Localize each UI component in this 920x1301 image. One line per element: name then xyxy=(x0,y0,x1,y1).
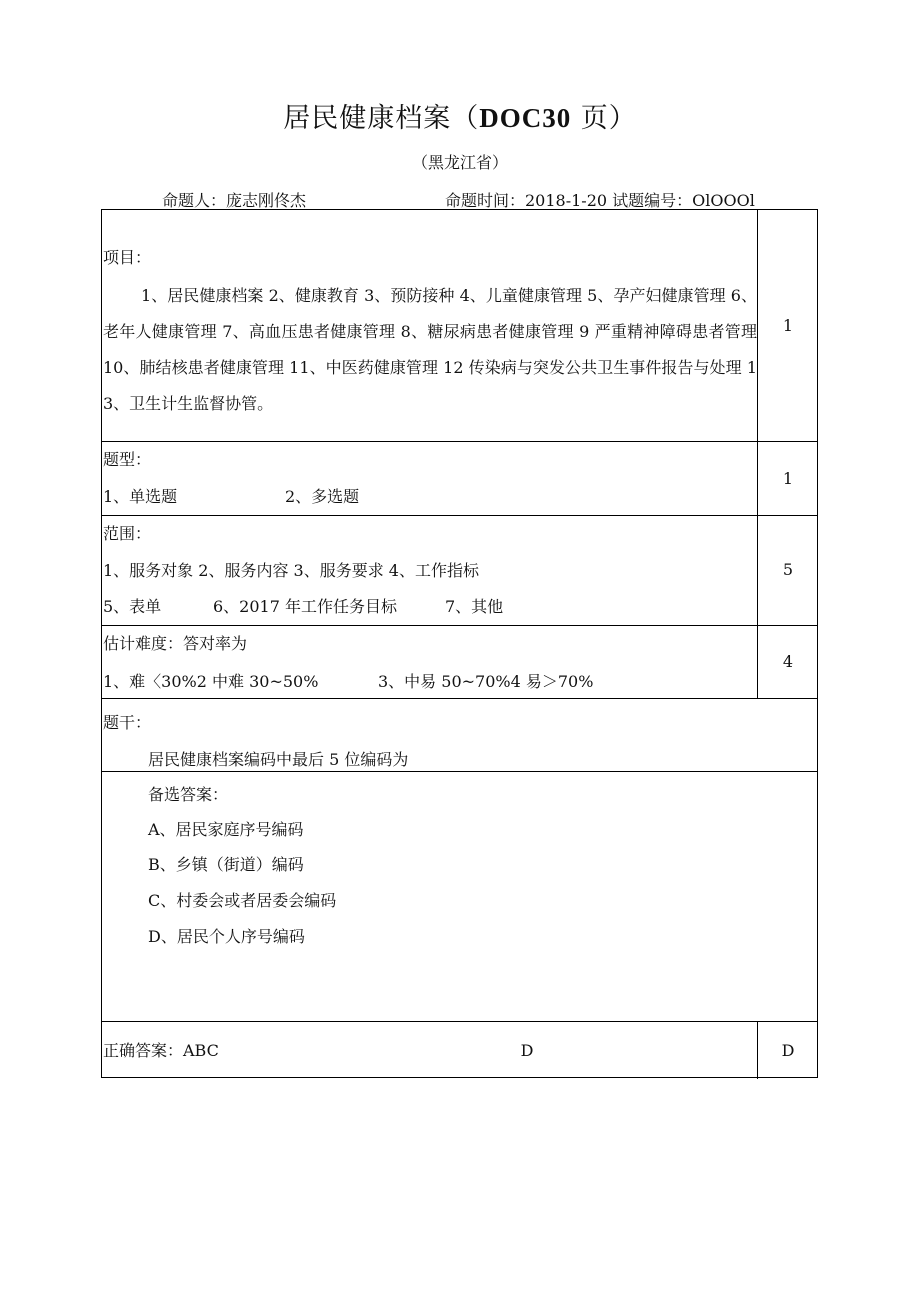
option-d: D、居民个人序号编码 xyxy=(148,927,305,946)
difficulty-levels-left: 1、难〈30%2 中难 30~50% xyxy=(103,672,319,691)
scope-item-6: 6、2017 年工作任务目标 xyxy=(213,597,397,616)
option-a: A、居民家庭序号编码 xyxy=(148,820,304,839)
type-value: 1 xyxy=(782,469,794,488)
row-divider xyxy=(102,771,817,772)
row-divider xyxy=(102,1021,817,1022)
row-divider xyxy=(102,441,817,442)
difficulty-value: 4 xyxy=(782,652,794,671)
type-option-multiple: 2、多选题 xyxy=(285,487,360,506)
row-divider xyxy=(102,625,817,626)
project-value: 1 xyxy=(782,316,794,335)
stem-label: 题干： xyxy=(103,713,152,732)
scope-item-5: 5、表单 xyxy=(103,597,162,616)
difficulty-levels-right: 3、中易 50~70%4 易＞70% xyxy=(378,672,594,691)
option-c: C、村委会或者居委会编码 xyxy=(148,891,337,910)
row-divider xyxy=(102,515,817,516)
project-label: 项目： xyxy=(103,248,152,267)
document-title: 居民健康档案（DOC30 页） xyxy=(283,103,637,134)
answer-value: D xyxy=(781,1041,795,1060)
row-divider xyxy=(102,698,817,699)
type-label: 题型： xyxy=(103,450,152,469)
option-b: B、乡镇（街道）编码 xyxy=(148,855,304,874)
difficulty-label: 估计难度：答对率为 xyxy=(103,634,248,653)
type-option-single: 1、单选题 xyxy=(103,487,178,506)
project-text: 1、居民健康档案 2、健康教育 3、预防接种 4、儿童健康管理 5、孕产妇健康管理 6、老年人健康管理 7、高血压患者健康管理 8、糖尿病患者健康管理 9 严重精神障碍患者管理 10、肺结核患者健康管理 11、中医药健康管理 12 传染病与突发公共卫生事件报告与处理 13、卫生计生监督协管。 xyxy=(103,286,757,413)
question-table xyxy=(101,209,818,1078)
scope-item-7: 7、其他 xyxy=(445,597,504,616)
author-line: 命题人：庞志刚佟杰 xyxy=(162,191,307,210)
answer-middle: D xyxy=(520,1041,534,1060)
date-code-line: 命题时间：2018-1-20 试题编号：OlOOOl xyxy=(445,191,755,210)
scope-value: 5 xyxy=(782,560,794,579)
answer-label: 正确答案：ABC xyxy=(103,1041,219,1060)
province-subtitle: （黑龙江省） xyxy=(411,153,508,172)
stem-question: 居民健康档案编码中最后 5 位编码为 xyxy=(148,750,409,769)
scope-line-1: 1、服务对象 2、服务内容 3、服务要求 4、工作指标 xyxy=(103,561,479,580)
scope-label: 范围： xyxy=(103,524,152,543)
options-label: 备选答案： xyxy=(148,785,229,804)
